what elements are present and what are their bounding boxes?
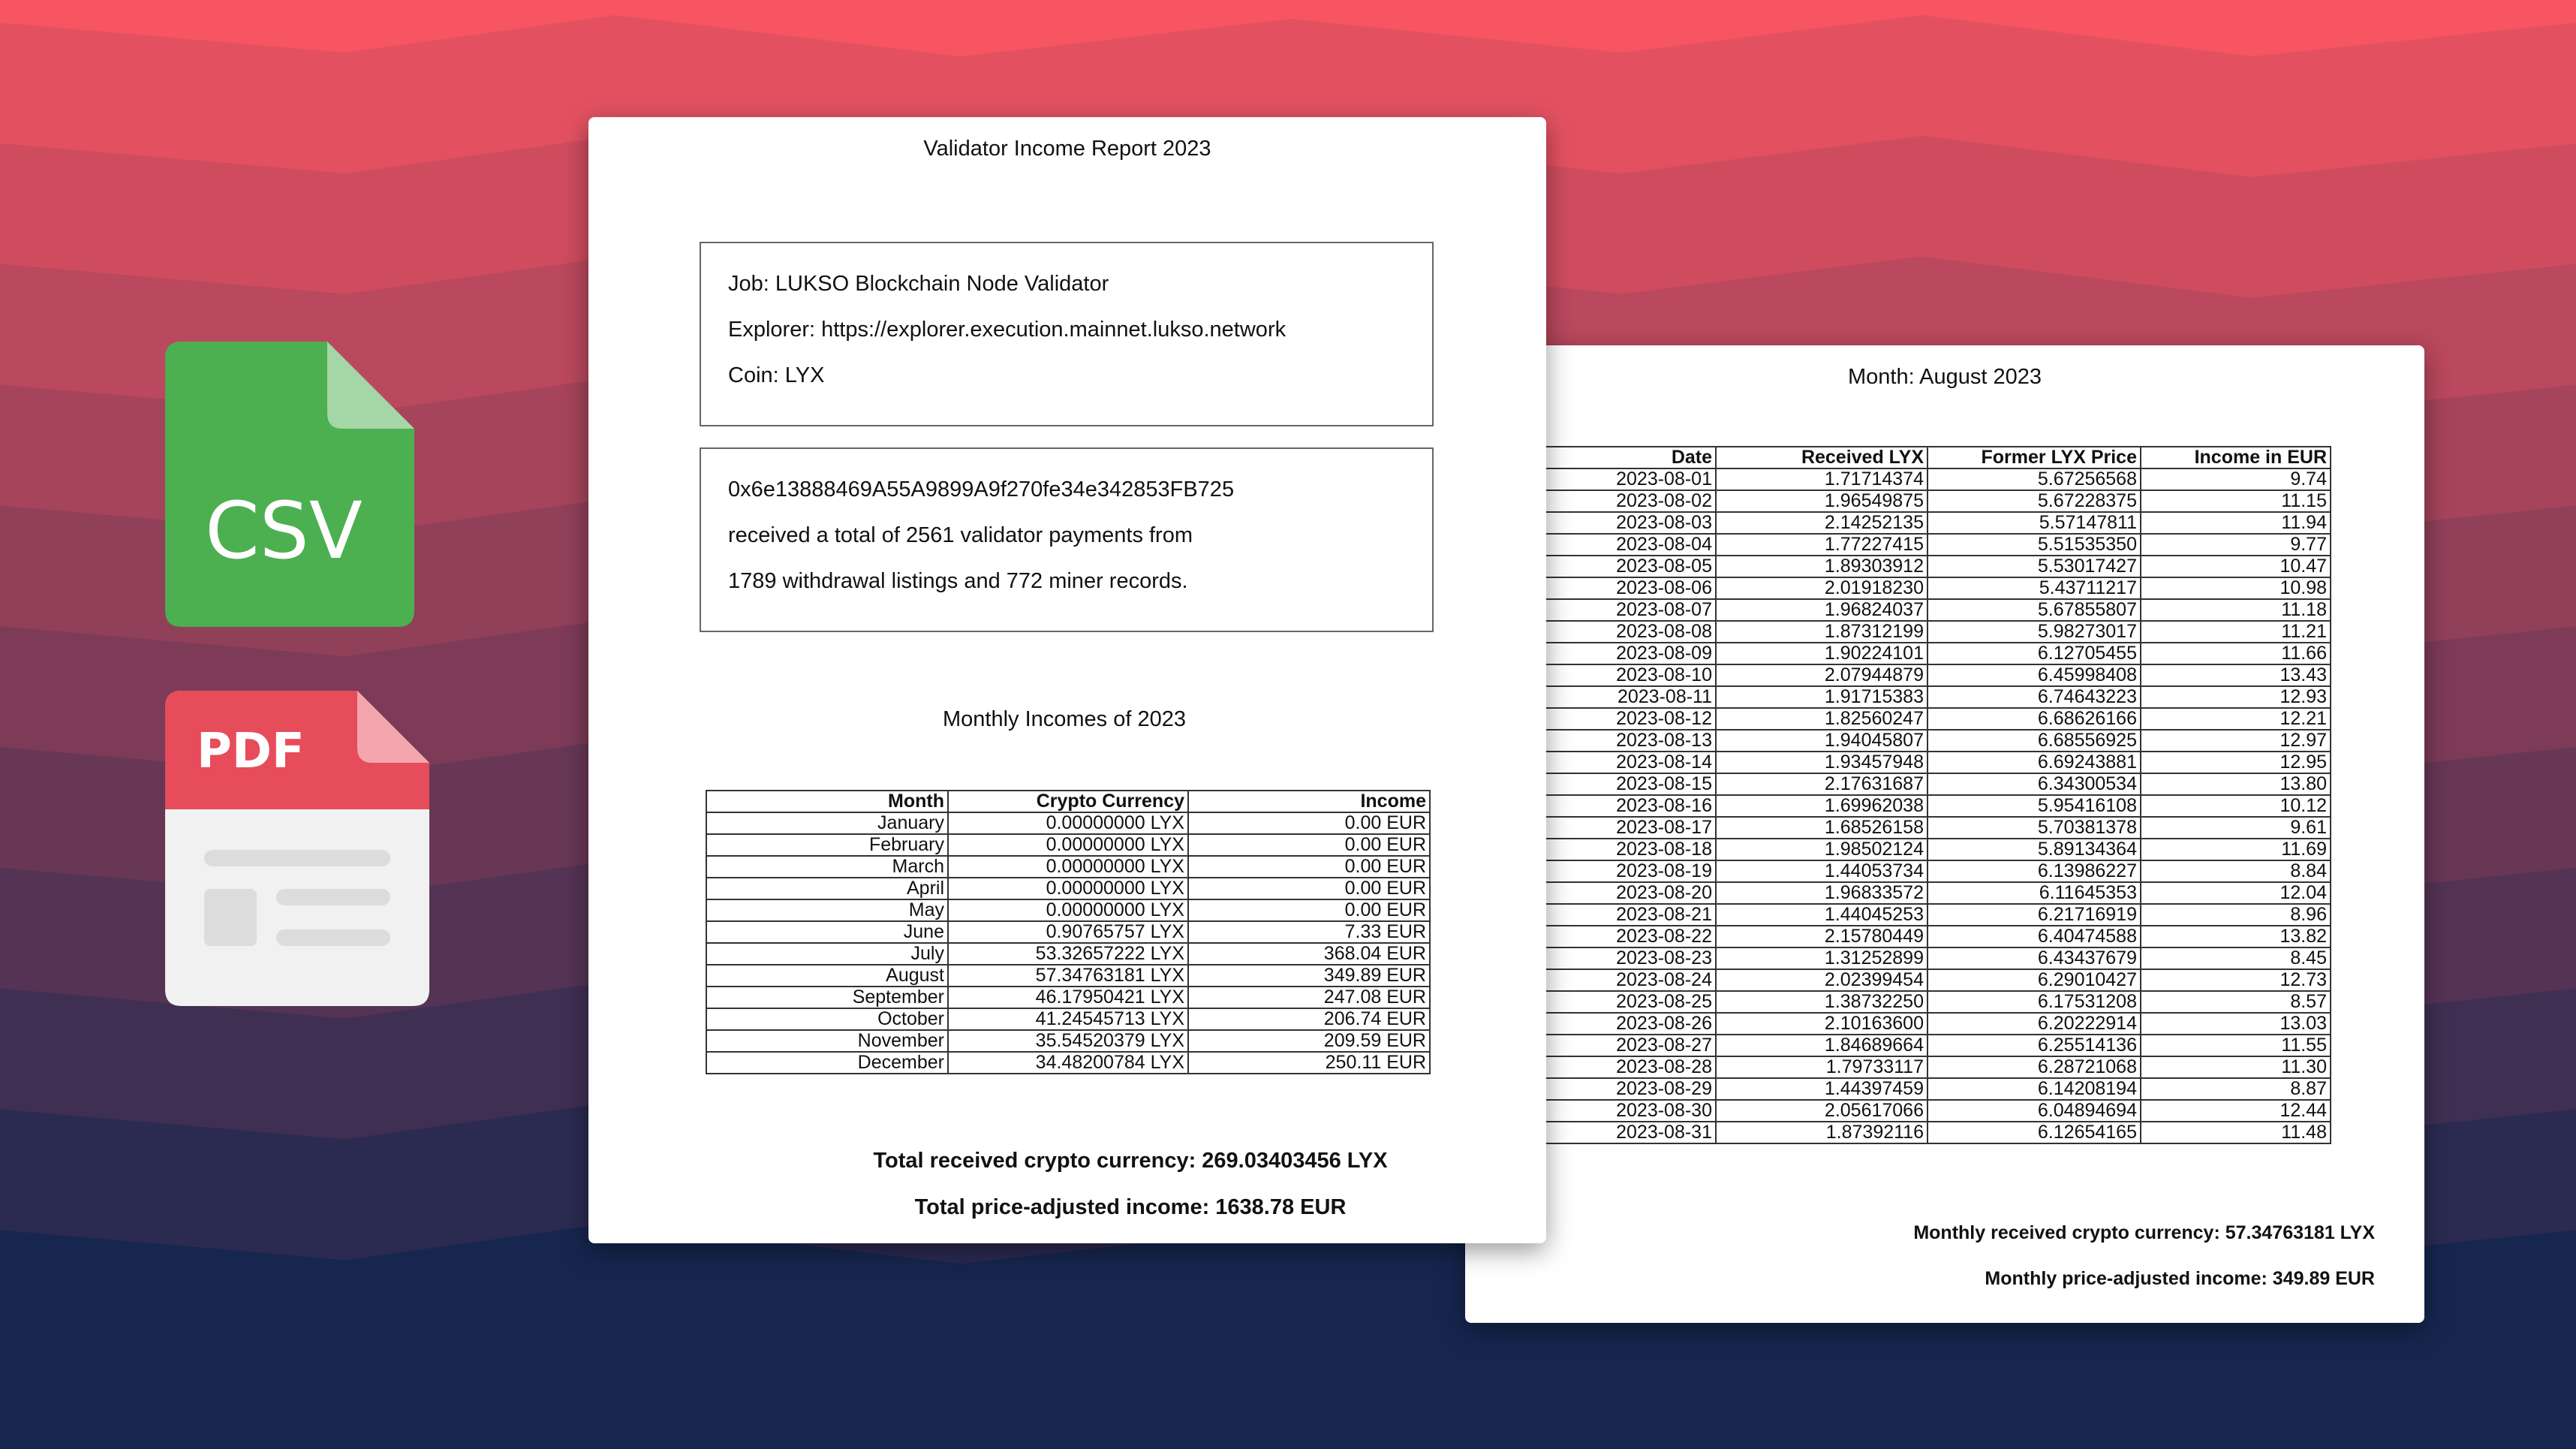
table-cell: 6.28721068: [1927, 1056, 2141, 1078]
table-row: [1541, 991, 2331, 1013]
table-cell: 2023-08-27: [1541, 1035, 1716, 1056]
table-cell: 12.73: [2141, 969, 2331, 991]
table-cell: March: [706, 856, 948, 878]
report-title: Validator Income Report 2023: [923, 137, 1211, 161]
coin-line: Coin: LYX: [728, 363, 825, 387]
table-row: [706, 921, 1430, 943]
table-cell: 11.18: [2141, 599, 2331, 621]
table-cell: 6.11645353: [1927, 882, 2141, 904]
table-cell: 5.67228375: [1927, 490, 2141, 512]
table-cell: 0.00000000 LYX: [948, 856, 1188, 878]
table-cell: 368.04 EUR: [1188, 943, 1430, 965]
column-header: Crypto Currency: [948, 791, 1188, 812]
table-cell: 2023-08-24: [1541, 969, 1716, 991]
table-cell: 9.61: [2141, 817, 2331, 839]
table-header-row: [1541, 447, 2331, 468]
table-cell: 12.44: [2141, 1100, 2331, 1122]
table-cell: 6.13986227: [1927, 860, 2141, 882]
csv-icon-fold: [327, 342, 414, 429]
table-row: [1541, 904, 2331, 926]
table-row: [706, 1030, 1430, 1052]
table-row: [1541, 969, 2331, 991]
pdf-icon-line: [204, 850, 390, 866]
table-cell: 1.89303912: [1716, 556, 1927, 577]
job-line: Job: LUKSO Blockchain Node Validator: [728, 272, 1109, 296]
table-row: [1541, 773, 2331, 795]
table-cell: 2023-08-26: [1541, 1013, 1716, 1035]
table-cell: 2023-08-08: [1541, 621, 1716, 643]
table-cell: 2023-08-28: [1541, 1056, 1716, 1078]
table-cell: 1.94045807: [1716, 730, 1927, 752]
table-cell: 1.90224101: [1716, 643, 1927, 664]
table-cell: 13.03: [2141, 1013, 2331, 1035]
table-cell: 9.77: [2141, 534, 2331, 556]
table-cell: 0.00000000 LYX: [948, 812, 1188, 834]
table-cell: 2.01918230: [1716, 577, 1927, 599]
table-cell: 0.00000000 LYX: [948, 834, 1188, 856]
table-row: [1541, 643, 2331, 664]
table-cell: 5.70381378: [1927, 817, 2141, 839]
table-cell: 1.44045253: [1716, 904, 1927, 926]
pdf-icon-line: [276, 929, 390, 946]
table-row: [1541, 839, 2331, 860]
table-cell: 0.00 EUR: [1188, 878, 1430, 899]
table-cell: 57.34763181 LYX: [948, 965, 1188, 987]
column-header: Received LYX: [1716, 447, 1927, 468]
table-cell: 53.32657222 LYX: [948, 943, 1188, 965]
table-row: [1541, 817, 2331, 839]
table-cell: July: [706, 943, 948, 965]
table-cell: 0.00 EUR: [1188, 812, 1430, 834]
table-cell: 5.43711217: [1927, 577, 2141, 599]
table-cell: 6.14208194: [1927, 1078, 2141, 1100]
table-row: [1541, 686, 2331, 708]
table-row: [1541, 1013, 2331, 1035]
table-cell: 2023-08-11: [1541, 686, 1716, 708]
table-cell: 2023-08-12: [1541, 708, 1716, 730]
table-cell: 11.30: [2141, 1056, 2331, 1078]
table-cell: 1.87392116: [1716, 1122, 1927, 1143]
table-cell: 5.67256568: [1927, 468, 2141, 490]
table-cell: 10.12: [2141, 795, 2331, 817]
table-row: [706, 987, 1430, 1008]
table-cell: 6.45998408: [1927, 664, 2141, 686]
table-row: [1541, 512, 2331, 534]
job-info-box: [700, 242, 1434, 426]
table-cell: 10.47: [2141, 556, 2331, 577]
table-cell: 250.11 EUR: [1188, 1052, 1430, 1074]
table-cell: 0.00 EUR: [1188, 856, 1430, 878]
table-row: [706, 878, 1430, 899]
table-cell: April: [706, 878, 948, 899]
table-cell: 209.59 EUR: [1188, 1030, 1430, 1052]
column-header: Income: [1188, 791, 1430, 812]
table-row: [1541, 752, 2331, 773]
table-row: [1541, 468, 2331, 490]
table-cell: 8.87: [2141, 1078, 2331, 1100]
table-cell: 0.00 EUR: [1188, 834, 1430, 856]
table-row: [1541, 926, 2331, 947]
month-title: Month: August 2023: [1848, 365, 2042, 389]
table-cell: 12.97: [2141, 730, 2331, 752]
table-cell: 2023-08-13: [1541, 730, 1716, 752]
table-cell: 11.21: [2141, 621, 2331, 643]
table-cell: December: [706, 1052, 948, 1074]
table-cell: 5.57147811: [1927, 512, 2141, 534]
table-row: [1541, 577, 2331, 599]
monthly-incomes-title: Monthly Incomes of 2023: [942, 707, 1186, 731]
table-header-row: [706, 791, 1430, 812]
table-cell: 9.74: [2141, 468, 2331, 490]
table-cell: 6.74643223: [1927, 686, 2141, 708]
table-cell: 2023-08-05: [1541, 556, 1716, 577]
table-cell: 35.54520379 LYX: [948, 1030, 1188, 1052]
table-cell: October: [706, 1008, 948, 1030]
table-cell: 5.53017427: [1927, 556, 2141, 577]
monthly-report-document: [1465, 345, 2424, 1323]
table-row: [1541, 556, 2331, 577]
table-cell: 11.69: [2141, 839, 2331, 860]
table-cell: 2.15780449: [1716, 926, 1927, 947]
table-cell: 6.34300534: [1927, 773, 2141, 795]
table-cell: 11.94: [2141, 512, 2331, 534]
table-cell: 2023-08-25: [1541, 991, 1716, 1013]
table-cell: 206.74 EUR: [1188, 1008, 1430, 1030]
table-cell: 0.90765757 LYX: [948, 921, 1188, 943]
table-cell: 41.24545713 LYX: [948, 1008, 1188, 1030]
explorer-line: Explorer: https://explorer.execution.mainnet.lukso.network: [728, 318, 1286, 342]
monthly-income-table: [706, 790, 1431, 1074]
table-cell: 6.04894694: [1927, 1100, 2141, 1122]
table-cell: 5.95416108: [1927, 795, 2141, 817]
csv-icon-body: [165, 342, 414, 627]
table-cell: 247.08 EUR: [1188, 987, 1430, 1008]
table-row: [1541, 490, 2331, 512]
csv-file-icon: [165, 342, 414, 627]
total-crypto: Total received crypto currency: 269.03403456 LYX: [873, 1149, 1388, 1173]
table-cell: 6.43437679: [1927, 947, 2141, 969]
yearly-report-document: [588, 117, 1546, 1243]
table-cell: 2023-08-02: [1541, 490, 1716, 512]
table-cell: 1.96549875: [1716, 490, 1927, 512]
table-cell: 0.00 EUR: [1188, 899, 1430, 921]
table-cell: 11.48: [2141, 1122, 2331, 1143]
column-header: Former LYX Price: [1927, 447, 2141, 468]
table-row: [706, 965, 1430, 987]
payment-summary-line: received a total of 2561 validator payments from: [728, 523, 1193, 547]
column-header: Income in EUR: [2141, 447, 2331, 468]
table-cell: 1.38732250: [1716, 991, 1927, 1013]
table-cell: 1.96833572: [1716, 882, 1927, 904]
table-cell: 2.10163600: [1716, 1013, 1927, 1035]
table-cell: 1.82560247: [1716, 708, 1927, 730]
table-cell: 6.68556925: [1927, 730, 2141, 752]
table-cell: 13.82: [2141, 926, 2331, 947]
table-cell: 2023-08-14: [1541, 752, 1716, 773]
table-cell: 1.79733117: [1716, 1056, 1927, 1078]
table-cell: September: [706, 987, 948, 1008]
table-cell: May: [706, 899, 948, 921]
table-cell: 2023-08-30: [1541, 1100, 1716, 1122]
table-cell: 1.77227415: [1716, 534, 1927, 556]
table-cell: 1.84689664: [1716, 1035, 1927, 1056]
table-cell: 46.17950421 LYX: [948, 987, 1188, 1008]
table-cell: 2023-08-06: [1541, 577, 1716, 599]
table-cell: 2023-08-09: [1541, 643, 1716, 664]
pdf-icon-image: [204, 889, 257, 946]
table-row: [706, 1008, 1430, 1030]
table-cell: 2023-08-29: [1541, 1078, 1716, 1100]
pdf-icon-label: PDF: [197, 724, 305, 779]
table-cell: 2023-08-03: [1541, 512, 1716, 534]
table-cell: November: [706, 1030, 948, 1052]
table-cell: 11.55: [2141, 1035, 2331, 1056]
table-row: [1541, 534, 2331, 556]
table-cell: 11.66: [2141, 643, 2331, 664]
table-row: [1541, 882, 2331, 904]
table-cell: 2.07944879: [1716, 664, 1927, 686]
table-cell: 1.93457948: [1716, 752, 1927, 773]
table-cell: 0.00000000 LYX: [948, 899, 1188, 921]
table-cell: 12.93: [2141, 686, 2331, 708]
table-row: [706, 1052, 1430, 1074]
table-row: [1541, 599, 2331, 621]
table-cell: 1.68526158: [1716, 817, 1927, 839]
table-row: [1541, 795, 2331, 817]
table-cell: 2023-08-16: [1541, 795, 1716, 817]
table-cell: 5.51535350: [1927, 534, 2141, 556]
table-cell: 8.96: [2141, 904, 2331, 926]
table-cell: 0.00000000 LYX: [948, 878, 1188, 899]
table-cell: 5.98273017: [1927, 621, 2141, 643]
table-cell: 8.84: [2141, 860, 2331, 882]
table-cell: 2023-08-07: [1541, 599, 1716, 621]
table-cell: 1.31252899: [1716, 947, 1927, 969]
table-row: [1541, 664, 2331, 686]
table-row: [1541, 621, 2331, 643]
table-cell: 2023-08-21: [1541, 904, 1716, 926]
table-cell: 1.44397459: [1716, 1078, 1927, 1100]
table-row: [706, 899, 1430, 921]
table-cell: 2.14252135: [1716, 512, 1927, 534]
table-cell: 2023-08-15: [1541, 773, 1716, 795]
table-cell: 2.02399454: [1716, 969, 1927, 991]
table-row: [1541, 947, 2331, 969]
table-cell: 2023-08-04: [1541, 534, 1716, 556]
table-cell: 2.17631687: [1716, 773, 1927, 795]
total-income: Total price-adjusted income: 1638.78 EUR: [914, 1195, 1347, 1219]
table-cell: 6.17531208: [1927, 991, 2141, 1013]
table-row: [1541, 860, 2331, 882]
table-cell: 2023-08-20: [1541, 882, 1716, 904]
table-cell: 6.69243881: [1927, 752, 2141, 773]
table-cell: 8.45: [2141, 947, 2331, 969]
table-cell: 2023-08-19: [1541, 860, 1716, 882]
table-cell: 1.71714374: [1716, 468, 1927, 490]
table-cell: January: [706, 812, 948, 834]
address-summary-box: [700, 447, 1434, 632]
table-cell: August: [706, 965, 948, 987]
daily-income-table: [1540, 446, 2331, 1144]
table-row: [1541, 1035, 2331, 1056]
table-cell: 1.91715383: [1716, 686, 1927, 708]
table-row: [1541, 1056, 2331, 1078]
table-cell: 6.12705455: [1927, 643, 2141, 664]
table-cell: 1.96824037: [1716, 599, 1927, 621]
table-cell: 2023-08-23: [1541, 947, 1716, 969]
monthly-income-total: Monthly price-adjusted income: 349.89 EUR: [1985, 1268, 2375, 1289]
table-cell: June: [706, 921, 948, 943]
monthly-crypto-total: Monthly received crypto currency: 57.34763181 LYX: [1913, 1222, 2375, 1243]
table-cell: 8.57: [2141, 991, 2331, 1013]
column-header: Month: [706, 791, 948, 812]
pdf-file-icon: [165, 691, 429, 1006]
table-cell: 12.04: [2141, 882, 2331, 904]
table-cell: 2023-08-17: [1541, 817, 1716, 839]
table-cell: 5.89134364: [1927, 839, 2141, 860]
table-cell: 6.25514136: [1927, 1035, 2141, 1056]
table-cell: 1.44053734: [1716, 860, 1927, 882]
table-cell: 1.69962038: [1716, 795, 1927, 817]
table-cell: 2023-08-31: [1541, 1122, 1716, 1143]
table-row: [1541, 708, 2331, 730]
table-cell: 2023-08-18: [1541, 839, 1716, 860]
records-summary-line: 1789 withdrawal listings and 772 miner records.: [728, 569, 1188, 593]
csv-icon-label: CSV: [205, 485, 363, 577]
table-cell: 7.33 EUR: [1188, 921, 1430, 943]
table-cell: February: [706, 834, 948, 856]
table-cell: 5.67855807: [1927, 599, 2141, 621]
table-cell: 6.68626166: [1927, 708, 2141, 730]
table-cell: 2023-08-10: [1541, 664, 1716, 686]
pdf-icon-fold: [357, 691, 429, 763]
table-cell: 12.21: [2141, 708, 2331, 730]
table-cell: 13.80: [2141, 773, 2331, 795]
table-cell: 2023-08-01: [1541, 468, 1716, 490]
table-cell: 11.15: [2141, 490, 2331, 512]
pdf-icon-line: [276, 889, 390, 905]
table-row: [706, 834, 1430, 856]
table-cell: 2023-08-22: [1541, 926, 1716, 947]
table-row: [1541, 730, 2331, 752]
wallet-address: 0x6e13888469A55A9899A9f270fe34e342853FB725: [728, 477, 1235, 502]
table-cell: 6.21716919: [1927, 904, 2141, 926]
table-row: [706, 856, 1430, 878]
column-header: Date: [1541, 447, 1716, 468]
table-cell: 12.95: [2141, 752, 2331, 773]
table-row: [706, 943, 1430, 965]
table-cell: 2.05617066: [1716, 1100, 1927, 1122]
table-cell: 6.12654165: [1927, 1122, 2141, 1143]
table-cell: 6.20222914: [1927, 1013, 2141, 1035]
table-cell: 10.98: [2141, 577, 2331, 599]
table-row: [1541, 1100, 2331, 1122]
table-cell: 6.40474588: [1927, 926, 2141, 947]
table-cell: 349.89 EUR: [1188, 965, 1430, 987]
table-cell: 1.87312199: [1716, 621, 1927, 643]
table-cell: 1.98502124: [1716, 839, 1927, 860]
table-cell: 34.48200784 LYX: [948, 1052, 1188, 1074]
table-row: [706, 812, 1430, 834]
table-row: [1541, 1122, 2331, 1143]
table-row: [1541, 1078, 2331, 1100]
table-cell: 13.43: [2141, 664, 2331, 686]
table-cell: 6.29010427: [1927, 969, 2141, 991]
